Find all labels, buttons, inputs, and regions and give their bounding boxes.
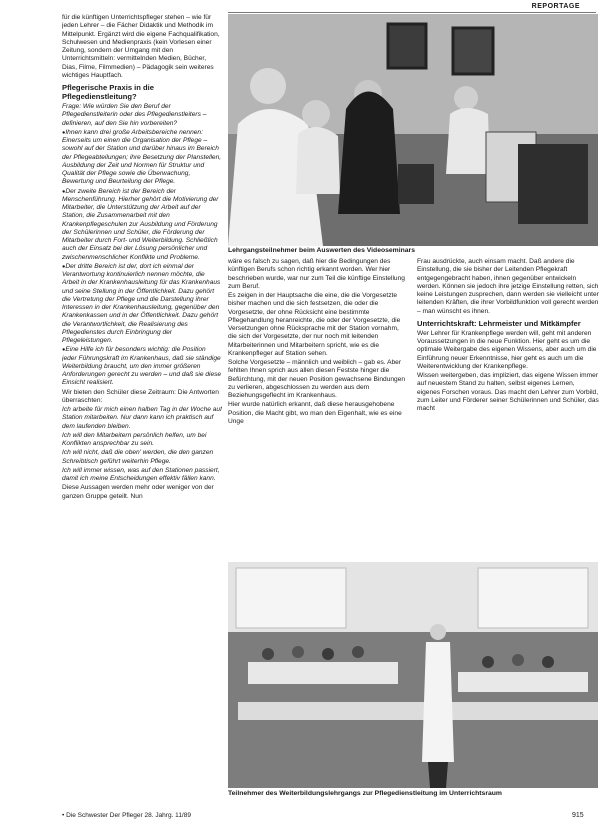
paragraph: Wir bieten den Schüler diese Zeitraum: Die Antworten überraschten: [62,388,219,404]
answer-bullet: ● Ihnen kann drei große Arbeitsbereiche nennen: Einerseits um einen die Organisation der Pflege – sowohl auf der Station und darüber hinaus im Bereich der Pflegeabteilungen; ihre Besetzung der Planstellen, Ausbildung der Zeit und Normen für Struktur und Qualität der Pflege sowie die Überwachung, Bewertung und Beurteilung der Pflege. [62,129,222,187]
paragraph: Solche Vorgesetzte – männlich und weiblich – gab es. Aber fehlten Ihnen sprich aus allen diesen Festste hinger die Befürchtung, mit der neuen Position gewachsene Bindungen zu verlieren, abgeschlossen zu werden aus dem Beziehungsgeflecht im Krankenhaus. [228,359,406,399]
paragraph: Diese Aussagen werden mehr oder weniger von der ganzen Gruppe geteilt. Nun [62,484,214,500]
paragraph: Hier wurde natürlich erkannt, daß diese herausgehobene Position, die Macht gibt, wo man den Eigenhalt, wie es eine Unge [228,401,402,425]
header-rule [228,2,596,13]
photo-video-seminar [228,14,598,246]
paragraph: Frau ausdrückte, auch einsam macht. Daß andere die Einstellung, die sie bisher der Leitenden Pflegekraft entgegengebracht haben, ihnen gegenüber entwickeln werden. Können sie jedoch ihre jetzige Einstellung retten, sich keine Leistungen zusprechen, dann werden sie vielleicht unter leitenden Kräften, die ihrer Vorbildfunktion voll gerecht werden – man wünscht es ihnen. [417,258,599,315]
paragraph: Es zeigen in der Hauptsache die eine, die die Vorgesetzte bisher machen und die sich festsetzen, die oder die Vorgesetzte, der ohne Rücksicht eine bestimmte Pflegehandlung heranreichte, die oder der Vorgesetzte, die Versetzungen ohne Rücksprache mit der Station vornahm, die sich der Vorgesetzte, der nur noch mit leitenden Mitarbeiterinnen und Mitarbeitern spricht, wie es die Krankenpfleger auf Station sehen. [228,292,401,357]
paragraph: Wissen weitergeben, das impliziert, das eigene Wissen immer auf neuestem Stand zu halten, selbst eigenes Lernen, eigenes Forschen voraus. Das macht den Lehrer zum Vorbild, zum Leiter und Förderer seiner Schülerinnen und Schüler, das macht [417,372,599,412]
paragraph: Wer Lehrer für Krankenpflege werden will, geht mit anderen Voraussetzungen in die neue Funktion. Hier geht es um die optimale Weitergabe des eigenen Wissens, aber auch um die Einführung neuer Erkenntnisse, hier geht es auch um die Weiterentwicklung der Krankenpflege. [417,329,597,370]
photo-illustration [228,562,598,788]
quote: Ich will den Mitarbeitern persönlich helfen, um bei Konflikten ansprechbar zu sein. [62,431,207,447]
paragraph: für die künftigen Unterrichtspfleger stehen – wie für jeden Lehrer – die Fächer Didaktik und Methodik im Mittelpunkt. Ergänzt wird die eigene Fachqualifikation, Schulwesen und Medienpraxis (kein Vorlesen einer Zeitung, sondern der Umgang mit den Unterrichtsmitteln: vermittelnden Medien, Bücher, Dias, Filme, Filmmedien) – Pädagogik sein weiteres wichtiges Hauptfach. [62,14,220,79]
photo-caption: Lehrgangsteilnehmer beim Auswerten des Videoseminars [228,247,415,254]
quote: Ich arbeite für mich einen halben Tag in der Woche auf Station mitarbeiten. Nur dann kann ich praktisch auf dem laufenden bleiben. [62,406,222,430]
photo-classroom [228,562,598,788]
page-number: 915 [572,812,584,819]
text-column-1 [62,14,222,808]
quote: Ich will nicht, daß die oben' werden, die den ganzen Schreibtisch geführt weiterhin Pflege. [62,449,214,465]
section-tag: REPORTAGE [531,3,580,10]
text-column-2 [228,258,408,554]
photo-caption: Teilnehmer des Weiterbildungslehrgangs zur Pflegedienstleitung im Unterrichtsraum [228,790,502,797]
text-column-3 [417,258,599,554]
answer-bullet: ● Der zweite Bereich ist der Bereich der Menschenführung. Hierher gehört die Motivierung der Mitarbeiter, die Unterstützung der Arbeit auf der Station, die Zusammenarbeit mit den Krankenpflegeschulen zur Ausbildung und Förderung der Schülerinnen und Schüler, die Förderung der Mitarbeiter durch Fort- und Weiterbildung. Schließlich auch der Einsatz bei der Lösung persönlicher und zwischenmenschlicher Konflikte und Probleme. [62,188,222,262]
answer-bullet: ● Der dritte Bereich ist der, dort ich einmal der Verantwortung kontinuierlich nennen möchte, die Arbeit in der Krankenhausleitung für das Krankenhaus und seine Stellung in der Öffentlichkeit. Dazu gehört die Vertretung der Pflege und die Darstellung ihrer Interessen in der Krankenhausleitung, gegenüber den Krankenkassen und in der Öffentlichkeit. Dazu gehört die Verantwortlichkeit, die Realisierung des Pflegedienstes durch Einbringung der Pflegeleistungen. [62,263,222,346]
section-heading: Unterrichtskraft: Lehrmeister und Mitkämpfer [417,318,581,328]
photo-illustration [228,14,598,246]
section-heading: Pflegerische Praxis in die Pflegedienstleitung? [62,83,155,101]
footer-source: • Die Schwester Der Pfleger 28. Jahrg. 11/89 [62,812,191,819]
quote: Ich will immer wissen, was auf den Stationen passiert, damit ich meine Entscheidungen effektiv fällen kann. [62,466,220,482]
paragraph: wäre es falsch zu sagen, daß hier die Bedingungen des künftigen Berufs schon richtig erkannt worden. Wer hier beschrieben wurde, war nur zum Teil die künftige Einstellung zum Beruf. [228,258,405,290]
answer-bullet: ● Eine Hilfe ich für besonders wichtig: die Position jeder Führungskraft im Krankenhaus, daß sie ständige Weiterbildung braucht, um den immer größeren Anforderungen gerecht zu werden – und daß sie diese Einsicht realisiert. [62,346,222,387]
interview-question: Frage: Wie würden Sie den Beruf der Pflegedienstleiterin oder des Pflegedienstleiters – definieren, auf den Sie hin vorbereiten? [62,103,207,127]
